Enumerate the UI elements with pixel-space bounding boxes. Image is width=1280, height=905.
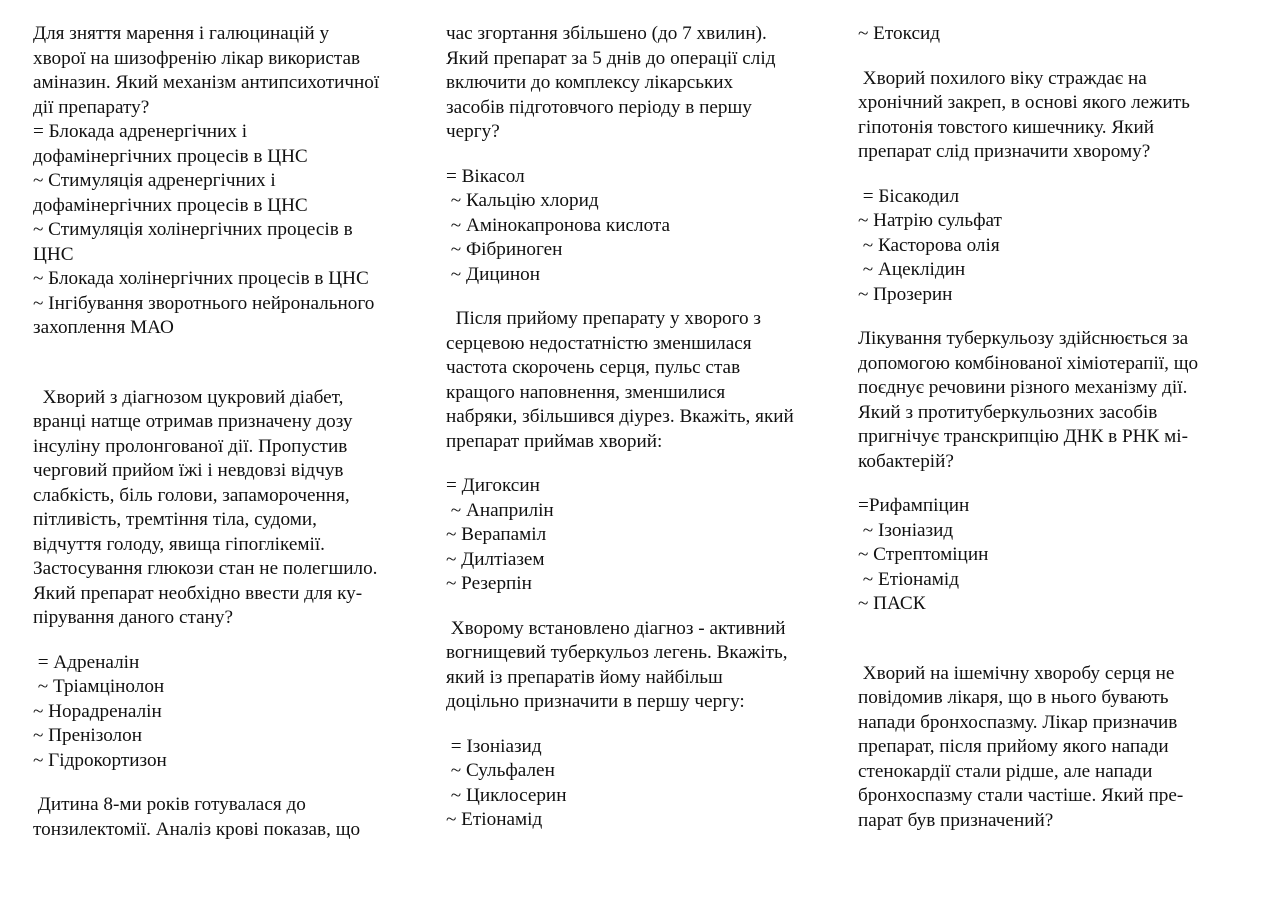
text-column-3	[858, 22, 1253, 833]
text-line: який із препаратів йому найбільш	[446, 666, 723, 688]
question-ischemic-bronchospasm	[858, 662, 1253, 834]
text-line: гіпотонія товстого кишечнику. Який	[858, 116, 1155, 138]
question-tonsillectomy-continued	[446, 22, 841, 145]
answer-option: = Ізоніазид	[446, 735, 542, 757]
answer-option: =Рифампіцин	[858, 495, 970, 516]
text-line: слабкість, біль голови, запаморочення,	[33, 484, 350, 506]
text-line: Після прийому препарату у хворого з	[446, 308, 762, 329]
text-line: Хворий з діагнозом цукровий діабет,	[33, 386, 344, 408]
answer-option: ~ Амінокапронова кислота	[446, 214, 671, 236]
text-line: препарат слід призначити хворому?	[858, 141, 1151, 162]
text-line: Для зняття марення і галюцинацій у	[33, 23, 330, 44]
text-line: парат був призначений?	[858, 809, 1054, 831]
text-line: напади бронхоспазму. Лікар призначив	[858, 711, 1178, 733]
text-line: хронічний закреп, в основі якого лежить	[858, 92, 1190, 113]
answer-option: ~ Резерпін	[446, 573, 532, 594]
text-line: включити до комплексу лікарських	[446, 72, 734, 93]
text-column-2	[446, 22, 841, 833]
answer-option: ~ Стрептоміцин	[858, 544, 989, 565]
paragraph-gap	[446, 715, 841, 735]
answer-option: ~ Кальцію хлорид	[446, 190, 599, 211]
paragraph-gap	[33, 773, 428, 793]
paragraph-gap	[858, 307, 1253, 327]
paragraph-gap	[33, 631, 428, 651]
text-line: дії препарату?	[33, 96, 150, 118]
answers-heart-failure	[446, 474, 841, 597]
text-line: повідомив лікаря, що в нього бувають	[858, 687, 1169, 708]
text-line: час згортання збільшено (до 7 хвилин).	[446, 23, 767, 44]
question-aminazine	[33, 22, 428, 341]
paragraph-gap	[858, 617, 1253, 662]
text-line: вранці натще отримав призначену дозу	[33, 411, 353, 432]
text-line: захоплення МАО	[33, 317, 174, 338]
text-line: Дитина 8-ми років готувалася до	[33, 794, 306, 815]
text-line: частота скорочень серця, пульс став	[446, 357, 741, 378]
answer-option: ~ ПАСК	[858, 593, 926, 614]
question-tb-combination-therapy	[858, 327, 1253, 474]
text-line: стенокардії стали рідше, але напади	[858, 760, 1153, 782]
text-line: поєднує речовини різного механізму дії.	[858, 377, 1188, 398]
text-line: Який препарат необхідно ввести для ку-	[33, 582, 363, 604]
answers-active-tuberculosis	[446, 735, 841, 833]
answers-tb-combination-therapy	[858, 494, 1253, 617]
text-line: тонзилектомії. Аналіз крові показав, що	[33, 818, 361, 840]
text-line: вогнищевий туберкульоз легень. Вкажіть,	[446, 642, 788, 663]
question-tonsillectomy-start	[33, 793, 428, 842]
text-line: ЦНС	[33, 243, 74, 265]
answers-constipation	[858, 185, 1253, 308]
answer-option: = Вікасол	[446, 165, 525, 187]
answer-option: ~ Етоксид	[858, 23, 941, 44]
answer-option: ~ Натрію сульфат	[858, 210, 1002, 231]
answer-option: ~ Сульфален	[446, 760, 555, 781]
text-line: Який препарат за 5 днів до операції слід	[446, 47, 776, 69]
text-line: ~ Блокада холінергічних процесів в ЦНС	[33, 268, 369, 289]
text-line: аміназин. Який механізм антипсихотичної	[33, 72, 380, 93]
answer-option: ~ Ізоніазид	[858, 519, 954, 541]
paragraph-gap	[858, 47, 1253, 67]
text-line: кращого наповнення, зменшилися	[446, 381, 726, 403]
text-line: препарат, після прийому якого напади	[858, 736, 1169, 757]
answer-option: ~ Етіонамід	[446, 809, 543, 830]
paragraph-gap	[858, 165, 1253, 185]
answer-option: ~ Дицинон	[446, 263, 540, 285]
paragraph-gap	[33, 341, 428, 386]
text-line: пірування даного стану?	[33, 607, 233, 628]
paragraph-gap	[446, 287, 841, 307]
text-line: чергу?	[446, 121, 500, 142]
text-line: засобів підготовчого періоду в першу	[446, 96, 752, 118]
text-line: інсуліну пролонгованої дії. Пропустив	[33, 435, 348, 457]
question-active-tuberculosis	[446, 617, 841, 715]
paragraph-gap	[446, 145, 841, 165]
answer-option: ~ Гідрокортизон	[33, 749, 167, 771]
paragraph-gap	[446, 454, 841, 474]
answer-option: ~ Етіонамід	[858, 568, 960, 590]
text-line: Лікування туберкульозу здійснюється за	[858, 328, 1189, 349]
text-line: пітливість, тремтіння тіла, судоми,	[33, 509, 317, 530]
answers-tonsillectomy	[446, 165, 841, 288]
text-line: набряки, збільшився діурез. Вкажіть, який	[446, 406, 794, 427]
text-line: відчуття голоду, явища гіпоглікемії.	[33, 533, 325, 555]
text-line: хворої на шизофренію лікар використав	[33, 47, 361, 69]
text-line: ~ Стимуляція адренергічних і	[33, 170, 276, 191]
answer-option: ~ Норадреналін	[33, 700, 162, 722]
text-line: Хворому встановлено діагноз - активний	[446, 617, 786, 639]
answer-option: ~ Прозерин	[858, 283, 953, 305]
text-line: ~ Стимуляція холінергічних процесів в	[33, 219, 353, 240]
text-line: ~ Інгібування зворотнього нейронального	[33, 292, 375, 314]
answer-option: = Адреналін	[33, 651, 140, 673]
text-line: дофамінергічних процесів в ЦНС	[33, 194, 308, 216]
answer-option: ~ Дилтіазем	[446, 548, 545, 570]
text-line: Який з протитуберкульозних засобів	[858, 401, 1158, 423]
answer-option: ~ Ацеклідин	[858, 259, 966, 280]
answer-option: ~ Верапаміл	[446, 524, 547, 545]
answers-active-tuberculosis-continued	[858, 22, 1253, 47]
answer-option: ~ Циклосерин	[446, 784, 567, 806]
text-line: дофамінергічних процесів в ЦНС	[33, 145, 308, 167]
answer-option: ~ Касторова олія	[858, 234, 1000, 256]
text-line: препарат приймав хворий:	[446, 430, 663, 452]
paragraph-gap	[858, 474, 1253, 494]
question-heart-failure	[446, 307, 841, 454]
text-line: доцільно призначити в першу чергу:	[446, 691, 745, 712]
answer-option: ~ Пренізолон	[33, 725, 142, 746]
answer-option: ~ Анаприлін	[446, 499, 554, 521]
text-line: Застосування глюкози стан не полегшило.	[33, 558, 378, 579]
text-line: серцевою недостатністю зменшилася	[446, 332, 752, 354]
text-line: Хворий на ішемічну хворобу серця не	[858, 662, 1175, 684]
text-line: бронхоспазму стали частіше. Який пре-	[858, 785, 1184, 806]
text-line: допомогою комбінованої хіміотерапії, що	[858, 352, 1199, 374]
text-line: черговий прийом їжі і невдовзі відчув	[33, 460, 344, 481]
question-constipation	[858, 67, 1253, 165]
text-line: Хворий похилого віку страждає на	[858, 67, 1147, 89]
answer-option: ~ Тріамцінолон	[33, 676, 165, 697]
text-column-1	[33, 22, 428, 842]
paragraph-gap	[446, 597, 841, 617]
text-line: = Блокада адренергічних і	[33, 121, 248, 142]
answer-option: ~ Фібриноген	[446, 239, 563, 260]
question-insulin-hypoglycemia	[33, 386, 428, 631]
text-line: пригнічує транскрипцію ДНК в РНК мі-	[858, 426, 1188, 447]
text-line: кобактерій?	[858, 450, 954, 472]
answer-option: = Дигоксин	[446, 475, 540, 496]
answer-option: = Бісакодил	[858, 185, 960, 207]
answers-insulin-hypoglycemia	[33, 651, 428, 774]
